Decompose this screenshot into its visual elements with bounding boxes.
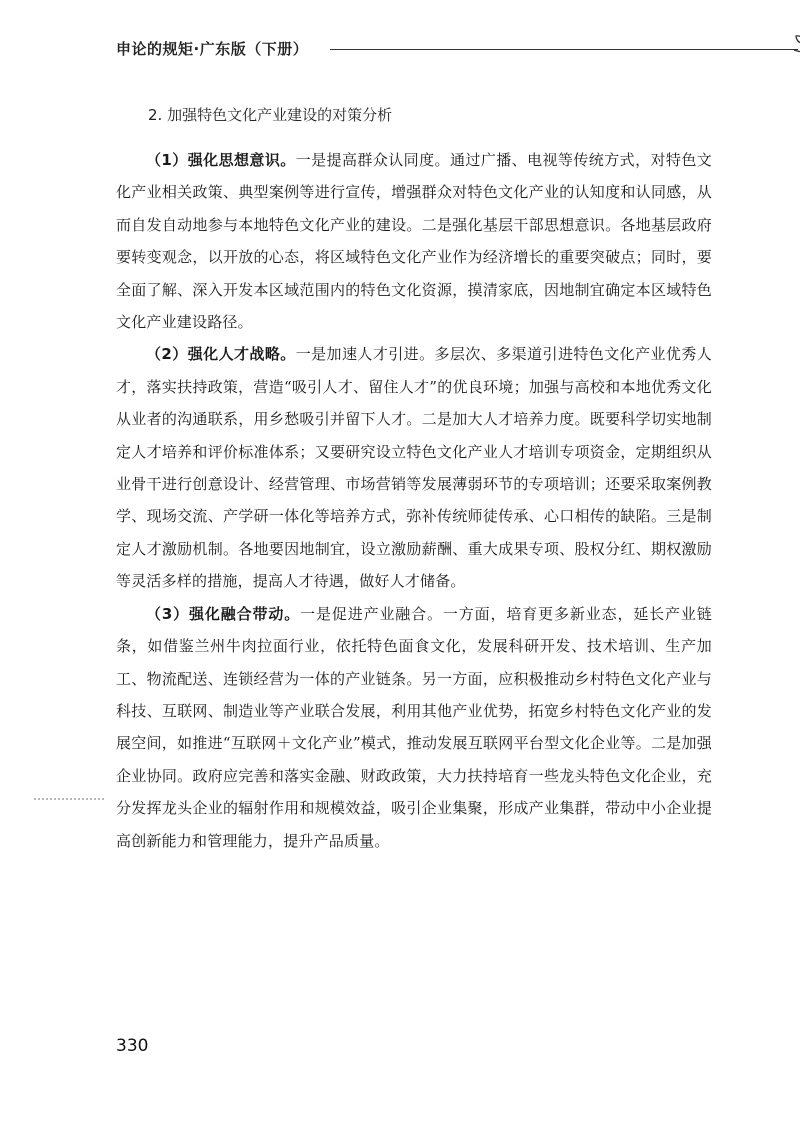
paragraph-text: 一是提高群众认同度。通过广播、电视等传统方式，对特色文化产业相关政策、典型案例等进行宣传，增强群众对特色文化产业的认知度和认同感，从而自发自动地参与本地特色文化产业的建设。二是强化基层干部思想意识。各地基层政府要转变观念，以开放的心态，将区域特色文化产业作为经济增长的重要突破点；同时，要全面了解、深入开发本区域范围内的特色文化资源，摸清家底，因地制宜确定本区域特色文化产业建设路径。 xyxy=(116,151,712,332)
section-heading: 2. 加强特色文化产业建设的对策分析 xyxy=(148,106,393,124)
margin-dots xyxy=(34,798,104,800)
paragraph-lead: （2）强化人才战略。 xyxy=(146,345,296,364)
paragraph-lead: （3）强化融合带动。 xyxy=(146,604,301,623)
page-number: 330 xyxy=(116,1036,149,1056)
paragraph-lead: （1）强化思想意识。 xyxy=(146,151,296,169)
paragraph-text: 一是促进产业融合。一方面，培育更多新业态，延长产业链条，如借鉴兰州牛肉拉面行业，依托特色面食文化，发展科研开发、技术培训、生产加工、物流配送、连锁经营为一体的产业链条。另一方面，应积极推动乡村特色文化产业与科技、互联网、制造业等产业联合发展，利用其他产业优势，拓宽乡村特色文化产业的发展空间，如推进“互联网＋文化产业”模式，推动发展互联网平台型文化企业等。二是加强企业协同。政府应完善和落实金融、财政政策，大力扶持培育一些龙头特色文化企业，充分发挥龙头企业的辐射作用和规模效益，吸引企业集聚，形成产业集群，带动中小企业提高创新能力和管理能力，提升产品质量。 xyxy=(116,604,712,850)
header-title: 申论的规矩·广东版（下册） xyxy=(116,40,309,58)
paragraph-talent-strategy xyxy=(116,338,712,597)
header-rule xyxy=(330,49,798,50)
paragraph-text: 一是加速人才引进。多层次、多渠道引进特色文化产业优秀人才，落实扶持政策，营造“吸引人才、留住人才”的优良环境；加强与高校和本地优秀文化从业者的沟通联系，用乡愁吸引并留下人才。二是加大人才培养力度。既要科学切实地制定人才培养和评价标准体系；又要研究设立特色文化产业人才培训专项资金，定期组织从业骨干进行创意设计、经营管理、市场营销等发展薄弱环节的专项培训；还要采取案例教学、现场交流、产学研一体化等培养方式，弥补传统师徒传承、心口相传的缺陷。三是制定人才激励机制。各地要因地制宜，设立激励薪酬、重大成果专项、股权分红、期权激励等灵活多样的措施，提高人才待遇，做好人才储备。 xyxy=(116,345,712,591)
paragraph-integration xyxy=(116,598,712,857)
body-text xyxy=(116,144,712,857)
running-header xyxy=(116,34,716,64)
paragraph-thought-awareness xyxy=(116,144,712,338)
sprout-icon xyxy=(792,32,800,60)
